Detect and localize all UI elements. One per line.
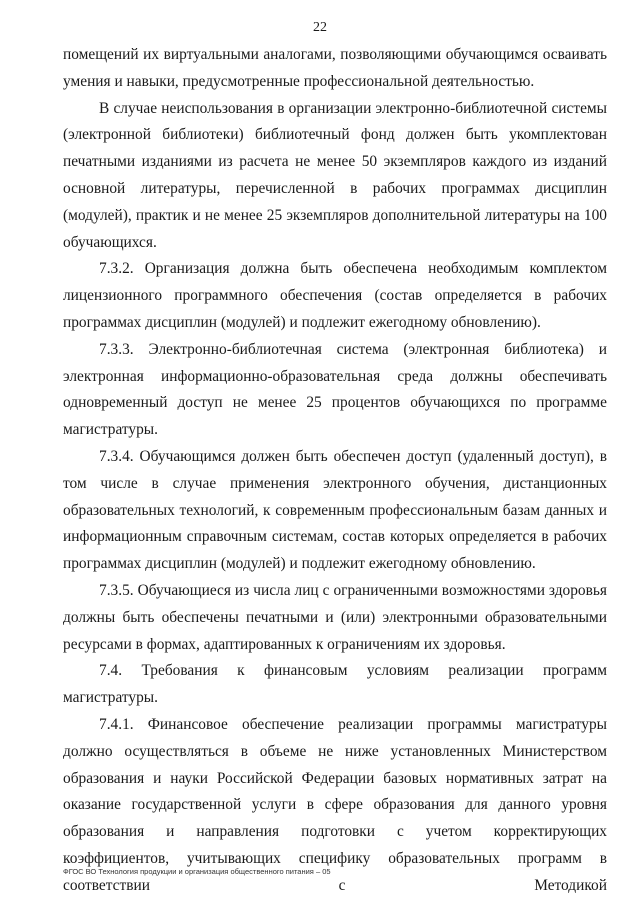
paragraph-7-4-1: 7.4.1. Финансовое обеспечение реализации программы магистратуры должно осуществляться в объеме не ниже установленных Министерством образования и науки Российской Федерации базовых нормативных затрат на оказание государственной услуги в сфере образования для данного уровня образования и направления подготовки с учетом корректирующих коэффициентов, учитывающих специфику образовательных программ в соответствии с Методикой <box>63 715 607 894</box>
paragraph-7-3-5: 7.3.5. Обучающиеся из числа лиц с ограниченными возможностями здоровья должны быть обеспечены печатными и (или) электронными образовательными ресурсами в формах, адаптированных к ограничениям их здоровья. <box>63 581 607 653</box>
paragraph-library-fund: В случае неиспользования в организации электронно-библиотечной системы (электронной библиотеки) библиотечный фонд должен быть укомплектован печатными изданиями из расчета не менее 50 экземпляров каждого из изданий основной литературы, перечисленной в рабочих программах дисциплин (модулей), практик и не менее 25 экземпляров дополнительной литературы на 100 обучающихся. <box>63 99 607 251</box>
paragraph-continuation: помещений их виртуальными аналогами, позволяющими обучающимся осваивать умения и навыки, предусмотренные профессиональной деятельностью. <box>63 46 607 90</box>
page-footer: ФГОС ВО Технология продукции и организация общественного питания – 05 <box>63 867 331 876</box>
page-number: 22 <box>313 20 327 35</box>
document-body <box>63 42 607 900</box>
paragraph-7-3-4: 7.3.4. Обучающимся должен быть обеспечен доступ (удаленный доступ), в том числе в случае применения электронного обучения, дистанционных образовательных технологий, к современным профессиональным базам данных и информационным справочным системам, состав которых определяется в рабочих программах дисциплин (модулей) и подлежит ежегодному обновлению. <box>63 447 607 573</box>
paragraph-7-3-3: 7.3.3. Электронно-библиотечная система (электронная библиотека) и электронная информационно-образовательная среда должны обеспечивать одновременный доступ не менее 25 процентов обучающихся по программе магистратуры. <box>63 340 607 439</box>
paragraph-7-4: 7.4. Требования к финансовым условиям реализации программ магистратуры. <box>63 662 607 707</box>
paragraph-7-3-2: 7.3.2. Организация должна быть обеспечена необходимым комплектом лицензионного программного обеспечения (состав определяется в рабочих программах дисциплин (модулей) и подлежит ежегодному обновлению). <box>63 260 607 331</box>
